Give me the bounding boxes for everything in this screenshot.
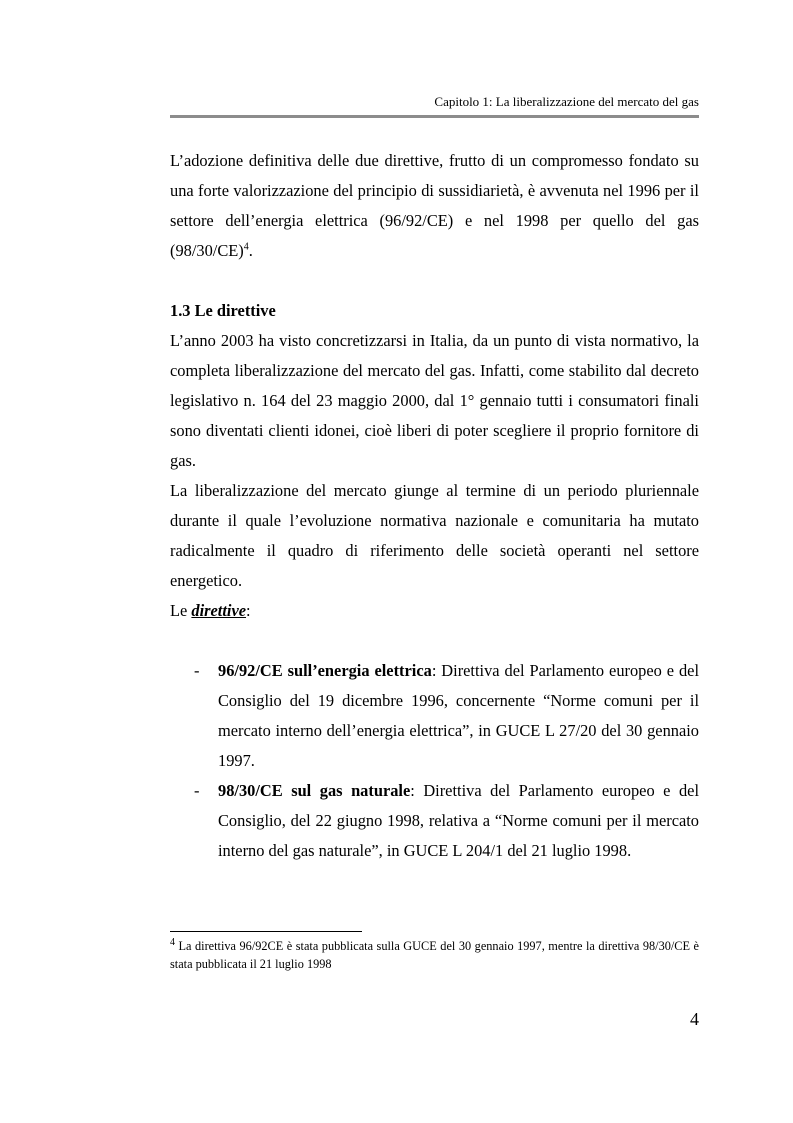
list-dash: - [194,781,200,800]
directives-list [170,656,699,866]
section-heading: 1.3 Le direttive [170,301,276,320]
intro-paragraph [170,146,699,266]
intro-paragraph-text: L’adozione definitiva delle due direttive, frutto di un compromesso fondato su una forte valorizzazione del principio di sussidiarietà, è avvenuta nel 1996 per il settore dell’energia elettrica (96/92/CE) e nel 1998 per quello del gas (98/30/CE) [170,151,699,260]
directives-intro [170,596,699,626]
directive-title: 98/30/CE sul gas naturale [218,781,411,800]
paragraph-gap [170,266,699,296]
directive-title: 96/92/CE sull’energia elettrica [218,661,432,680]
list-item [170,776,699,866]
directive-description: : Direttiva del Parlamento europeo e del Consiglio, del 22 giugno 1998, relativa a “Norme comuni per il mercato interno del gas naturale”, in GUCE L 204/1 del 21 luglio 1998. [218,781,699,860]
directive-description: : Direttiva del Parlamento europeo e del Consiglio del 19 dicembre 1996, concernente “Norme comuni per il mercato interno dell’energia elettrica”, in GUCE L 27/20 del 30 gennaio 1997. [218,661,700,770]
footnote-rule [170,931,362,932]
directives-intro-word: direttive [191,601,247,620]
section-paragraph-2: La liberalizzazione del mercato giunge al termine di un periodo pluriennale durante il quale l’evoluzione normativa nazionale e comunitaria ha mutato radicalmente il quadro di riferimento delle società operanti nel settore energetico. [170,481,699,590]
footnote-reference[interactable]: 4 [243,241,249,253]
list-item [170,656,699,776]
body-text [170,146,699,866]
section-paragraph-1: L’anno 2003 ha visto concretizzarsi in Italia, da un punto di vista normativo, la completa liberalizzazione del mercato del gas. Infatti, come stabilito dal decreto legislativo n. 164 del 23 maggio 2000, dal 1° gennaio tutti i consumatori finali sono diventati clienti idonei, cioè liberi di poter scegliere il proprio fornitore di gas. [170,331,699,470]
intro-paragraph-end: . [248,241,253,260]
running-header: Capitolo 1: La liberalizzazione del mercato del gas [434,94,699,109]
footnote-number: 4 [170,936,175,948]
footnote [170,937,699,973]
directives-intro-prefix: Le [170,601,192,620]
footnote-text: La direttiva 96/92CE è stata pubblicata sulla GUCE del 30 gennaio 1997, mentre la direttiva 98/30/CE è stata pubblicata il 21 luglio 1998 [170,939,699,971]
list-dash: - [194,661,200,680]
paragraph-gap [170,626,699,656]
page-number: 4 [690,1009,699,1029]
directives-intro-suffix: : [246,601,251,620]
header-rule [170,115,699,118]
